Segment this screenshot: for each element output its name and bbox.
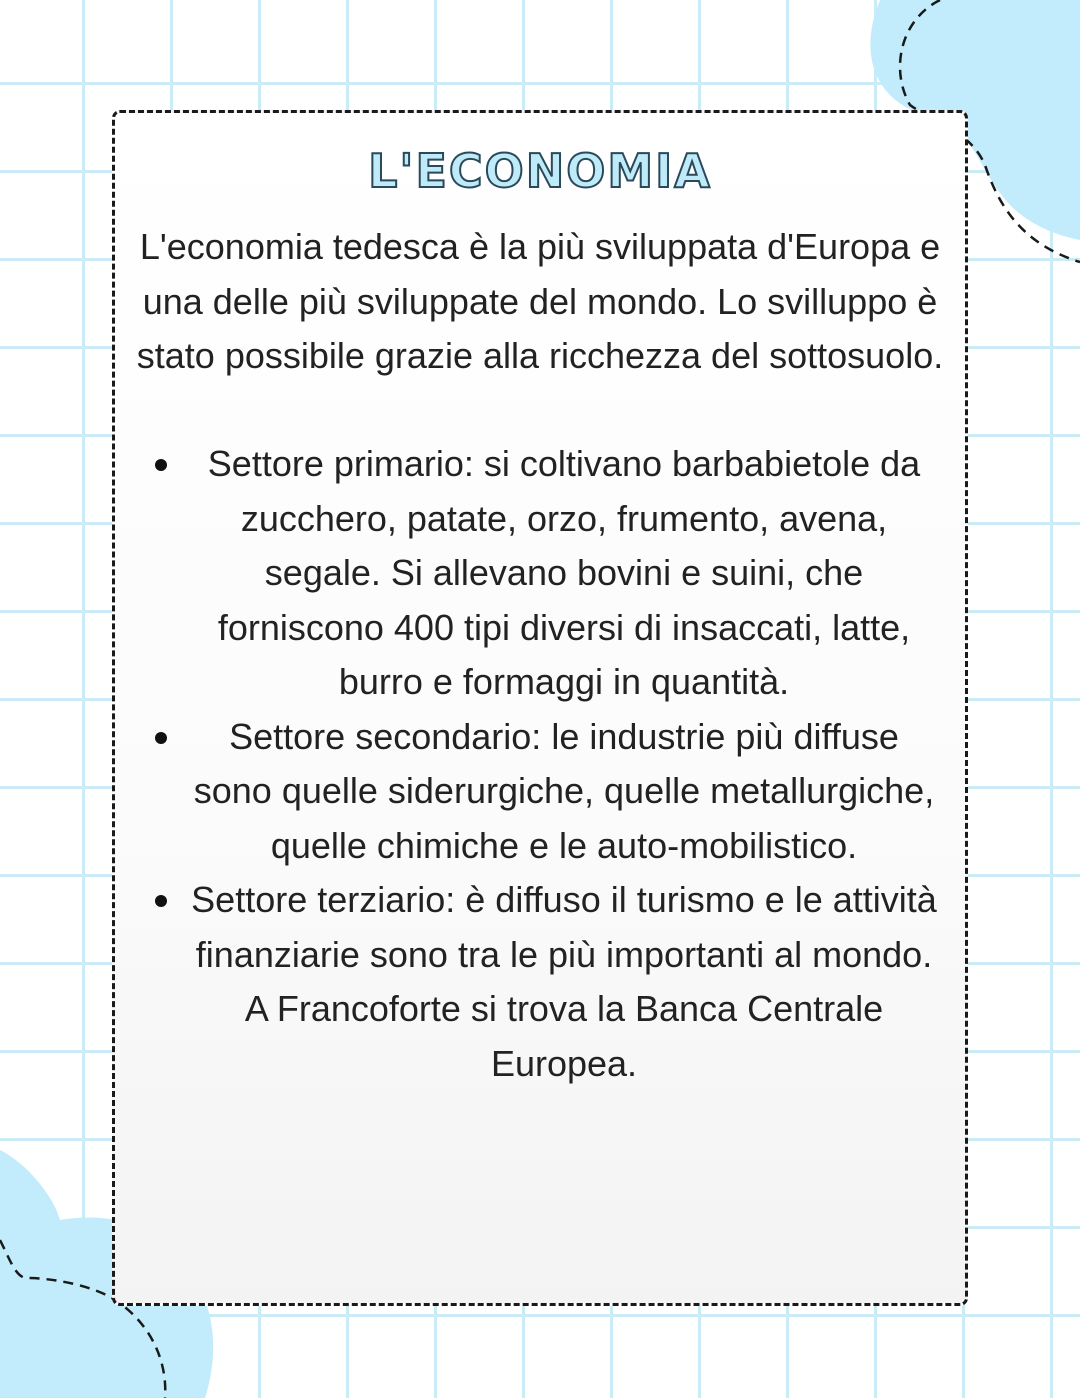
list-item-primary-sector <box>115 437 965 710</box>
bullet-icon <box>155 895 167 907</box>
list-item-text: Settore primario: si coltivano barbabietole da zucchero, patate, orzo, frumento, avena, segale. Si allevano bovini e suini, che forniscono 400 tipi diversi di insaccati, latte, burro e formaggi in quantità. <box>207 443 921 702</box>
list-item-text: Settore secondario: le industrie più diffuse sono quelle siderurgiche, quelle metallurgiche, quelle chimiche e le auto-mobilistico. <box>193 715 935 866</box>
page-title: L'ECONOMIA <box>368 144 712 198</box>
bullet-icon <box>155 459 167 471</box>
list-item-text: Settore terziario: è diffuso il turismo e le attività finanziarie sono tra le più importanti al mondo. A Francoforte si trova la Banca Centrale Europea. <box>191 879 937 1084</box>
list-item-tertiary-sector <box>115 873 965 1091</box>
bullet-icon <box>155 732 167 744</box>
intro-paragraph: L'economia tedesca è la più sviluppata d'Europa e una delle più sviluppate del mondo. Lo svilluppo è stato possibile grazie alla ricchezza del sottosuolo. <box>136 226 944 376</box>
list-item-secondary-sector <box>115 710 965 874</box>
content-card <box>112 110 968 1306</box>
sector-list <box>115 437 965 1091</box>
